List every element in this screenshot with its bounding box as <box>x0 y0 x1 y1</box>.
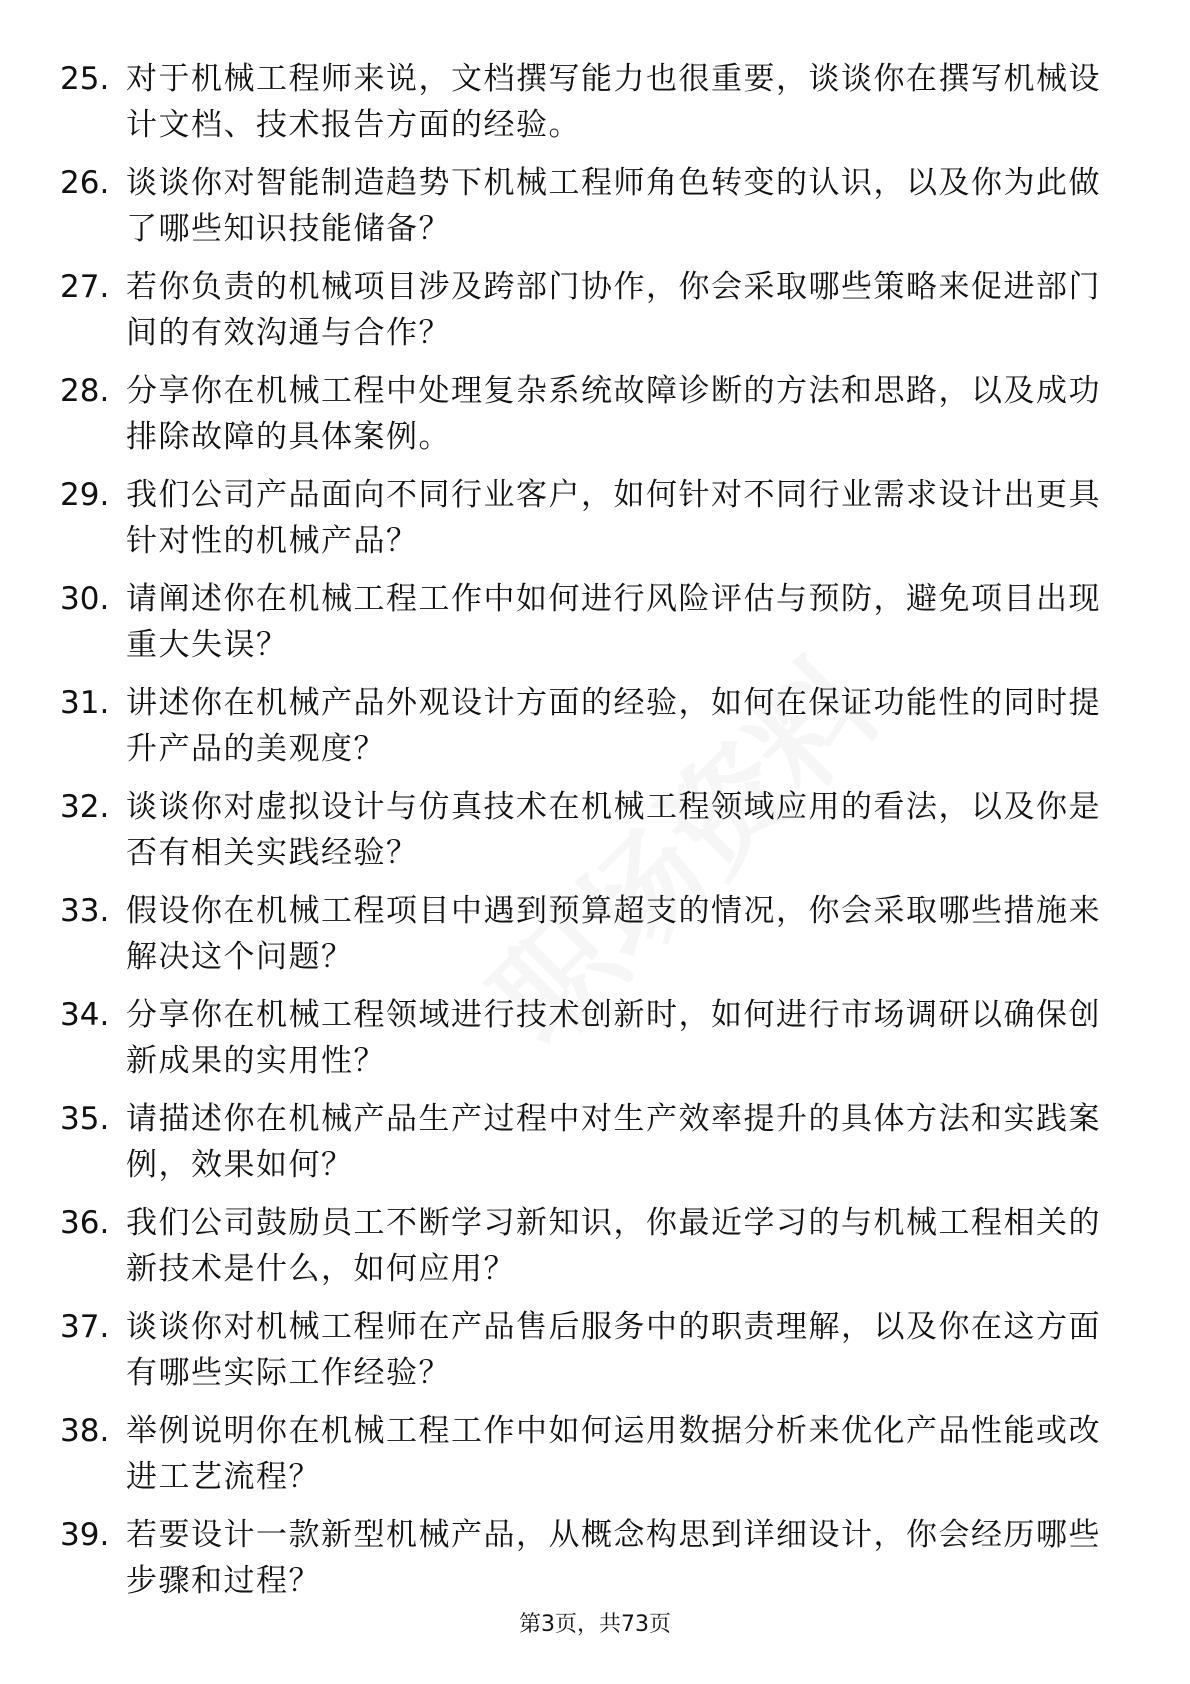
question-text: 分享你在机械工程领域进行技术创新时，如何进行市场调研以确保创新成果的实用性？ <box>126 997 1101 1079</box>
question-text: 对于机械工程师来说，文档撰写能力也很重要，谈谈你在撰写机械设计文档、技术报告方面的经验。 <box>126 61 1101 143</box>
question-text: 分享你在机械工程中处理复杂系统故障诊断的方法和思路，以及成功排除故障的具体案例。 <box>126 373 1101 455</box>
question-item <box>0 888 1190 992</box>
question-text: 我们公司产品面向不同行业客户，如何针对不同行业需求设计出更具针对性的机械产品？ <box>126 477 1101 559</box>
question-item <box>0 160 1190 264</box>
question-item <box>0 1096 1190 1200</box>
question-text: 请阐述你在机械工程工作中如何进行风险评估与预防，避免项目出现重大失误？ <box>126 581 1101 663</box>
question-text: 请描述你在机械产品生产过程中对生产效率提升的具体方法和实践案例，效果如何？ <box>126 1101 1101 1183</box>
question-item <box>0 784 1190 888</box>
question-number: 31. <box>60 685 110 721</box>
question-number: 27. <box>60 269 110 305</box>
question-text: 谈谈你对智能制造趋势下机械工程师角色转变的认识，以及你为此做了哪些知识技能储备？ <box>126 165 1101 247</box>
question-number: 30. <box>60 581 110 617</box>
question-item <box>0 992 1190 1096</box>
question-item <box>0 1512 1190 1616</box>
question-number: 26. <box>60 165 110 201</box>
question-number: 28. <box>60 373 110 409</box>
question-item <box>0 1304 1190 1408</box>
question-number: 36. <box>60 1205 110 1241</box>
question-number: 34. <box>60 997 110 1033</box>
question-item <box>0 368 1190 472</box>
question-number: 38. <box>60 1413 110 1449</box>
question-list <box>0 56 1190 1616</box>
question-text: 假设你在机械工程项目中遇到预算超支的情况，你会采取哪些措施来解决这个问题？ <box>126 893 1101 975</box>
question-item <box>0 576 1190 680</box>
question-item <box>0 264 1190 368</box>
question-text: 若你负责的机械项目涉及跨部门协作，你会采取哪些策略来促进部门间的有效沟通与合作？ <box>126 269 1101 351</box>
question-item <box>0 56 1190 160</box>
question-number: 39. <box>60 1517 110 1553</box>
question-text: 讲述你在机械产品外观设计方面的经验，如何在保证功能性的同时提升产品的美观度？ <box>126 685 1101 767</box>
question-number: 29. <box>60 477 110 513</box>
question-item <box>0 680 1190 784</box>
question-text: 若要设计一款新型机械产品，从概念构思到详细设计，你会经历哪些步骤和过程？ <box>126 1517 1101 1599</box>
page-number-label: 第3页，共73页 <box>519 1612 671 1637</box>
question-text: 举例说明你在机械工程工作中如何运用数据分析来优化产品性能或改进工艺流程？ <box>126 1413 1101 1495</box>
question-text: 我们公司鼓励员工不断学习新知识，你最近学习的与机械工程相关的新技术是什么，如何应用？ <box>126 1205 1101 1287</box>
question-text: 谈谈你对虚拟设计与仿真技术在机械工程领域应用的看法，以及你是否有相关实践经验？ <box>126 789 1101 871</box>
question-number: 32. <box>60 789 110 825</box>
question-number: 33. <box>60 893 110 929</box>
question-item <box>0 472 1190 576</box>
question-item <box>0 1200 1190 1304</box>
question-number: 25. <box>60 61 110 97</box>
question-text: 谈谈你对机械工程师在产品售后服务中的职责理解，以及你在这方面有哪些实际工作经验？ <box>126 1309 1101 1391</box>
question-number: 37. <box>60 1309 110 1345</box>
question-item <box>0 1408 1190 1512</box>
page-footer <box>0 1610 1190 1640</box>
question-number: 35. <box>60 1101 110 1137</box>
